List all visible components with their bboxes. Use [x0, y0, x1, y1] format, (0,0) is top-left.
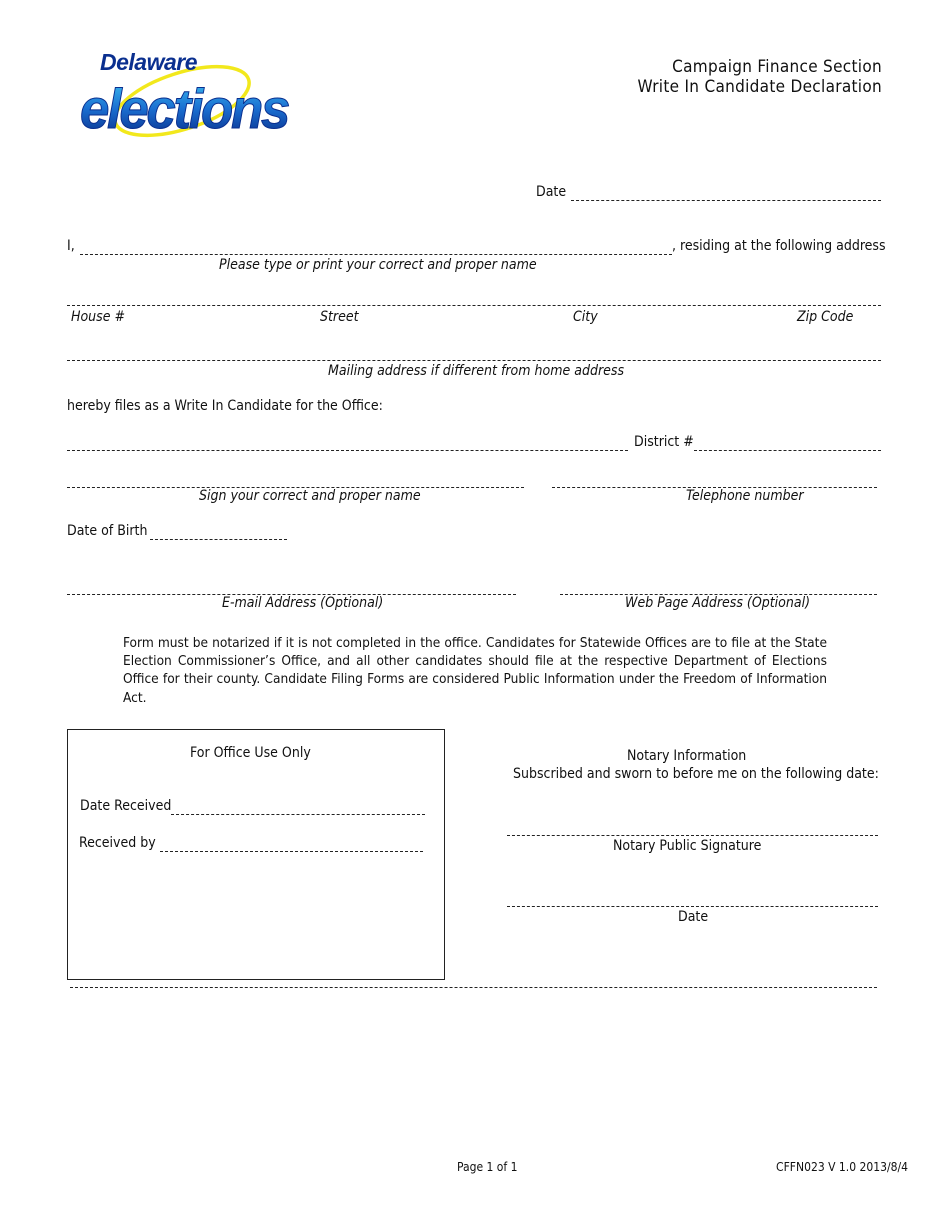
name-field[interactable]	[80, 254, 672, 255]
date-received-field[interactable]	[171, 814, 425, 815]
name-hint: Please type or print your correct and proper name	[219, 257, 537, 273]
header-section-title: Campaign Finance Section	[672, 57, 882, 77]
date-label: Date	[536, 184, 567, 200]
date-of-birth-field[interactable]	[150, 539, 287, 540]
logo-delaware-text: Delaware	[100, 49, 198, 75]
street-label: Street	[320, 309, 359, 325]
notary-date-field[interactable]	[507, 906, 878, 907]
notarization-notice: Form must be notarized if it is not completed in the office. Candidates for Statewide Offices are to file at the State Election Commissioner’s Office, and all other candidates should file at the respective Department of Elections Office for their county. Candidate Filing Forms are considered Public Information under the Freedom of Information Act.	[123, 635, 827, 706]
home-address-field[interactable]	[67, 305, 881, 306]
district-label: District #	[634, 434, 694, 450]
page-number: Page 1 of 1	[457, 1160, 518, 1174]
zip-code-label: Zip Code	[797, 309, 854, 325]
bottom-separator	[70, 987, 877, 988]
date-field[interactable]	[571, 200, 881, 201]
date-of-birth-label: Date of Birth	[67, 523, 148, 539]
signature-hint: Sign your correct and proper name	[199, 488, 421, 504]
notary-signature-field[interactable]	[507, 835, 878, 836]
header-form-title: Write In Candidate Declaration	[637, 77, 882, 97]
web-page-hint: Web Page Address (Optional)	[625, 595, 811, 611]
form-id: CFFN023 V 1.0 2013/8/4	[776, 1160, 908, 1174]
notary-subtitle: Subscribed and sworn to before me on the following date:	[513, 766, 879, 782]
notary-title: Notary Information	[627, 748, 747, 764]
district-field[interactable]	[694, 450, 881, 451]
email-hint: E-mail Address (Optional)	[222, 595, 384, 611]
office-use-box	[67, 729, 445, 980]
telephone-hint: Telephone number	[686, 488, 804, 504]
notary-signature-label: Notary Public Signature	[613, 838, 762, 854]
office-use-title: For Office Use Only	[190, 745, 311, 761]
received-by-label: Received by	[79, 835, 156, 851]
logo-elections-text: elections	[80, 77, 290, 140]
delaware-elections-logo	[78, 44, 298, 152]
notary-date-label: Date	[678, 909, 709, 925]
residing-label: , residing at the following address	[672, 238, 886, 254]
i-label: I,	[67, 238, 75, 254]
city-label: City	[573, 309, 598, 325]
office-field[interactable]	[67, 450, 628, 451]
received-by-field[interactable]	[160, 851, 423, 852]
mailing-address-field[interactable]	[67, 360, 881, 361]
date-received-label: Date Received	[80, 798, 172, 814]
house-number-label: House #	[71, 309, 126, 325]
mailing-address-hint: Mailing address if different from home address	[328, 363, 625, 379]
files-as-statement: hereby files as a Write In Candidate for the Office:	[67, 398, 383, 414]
